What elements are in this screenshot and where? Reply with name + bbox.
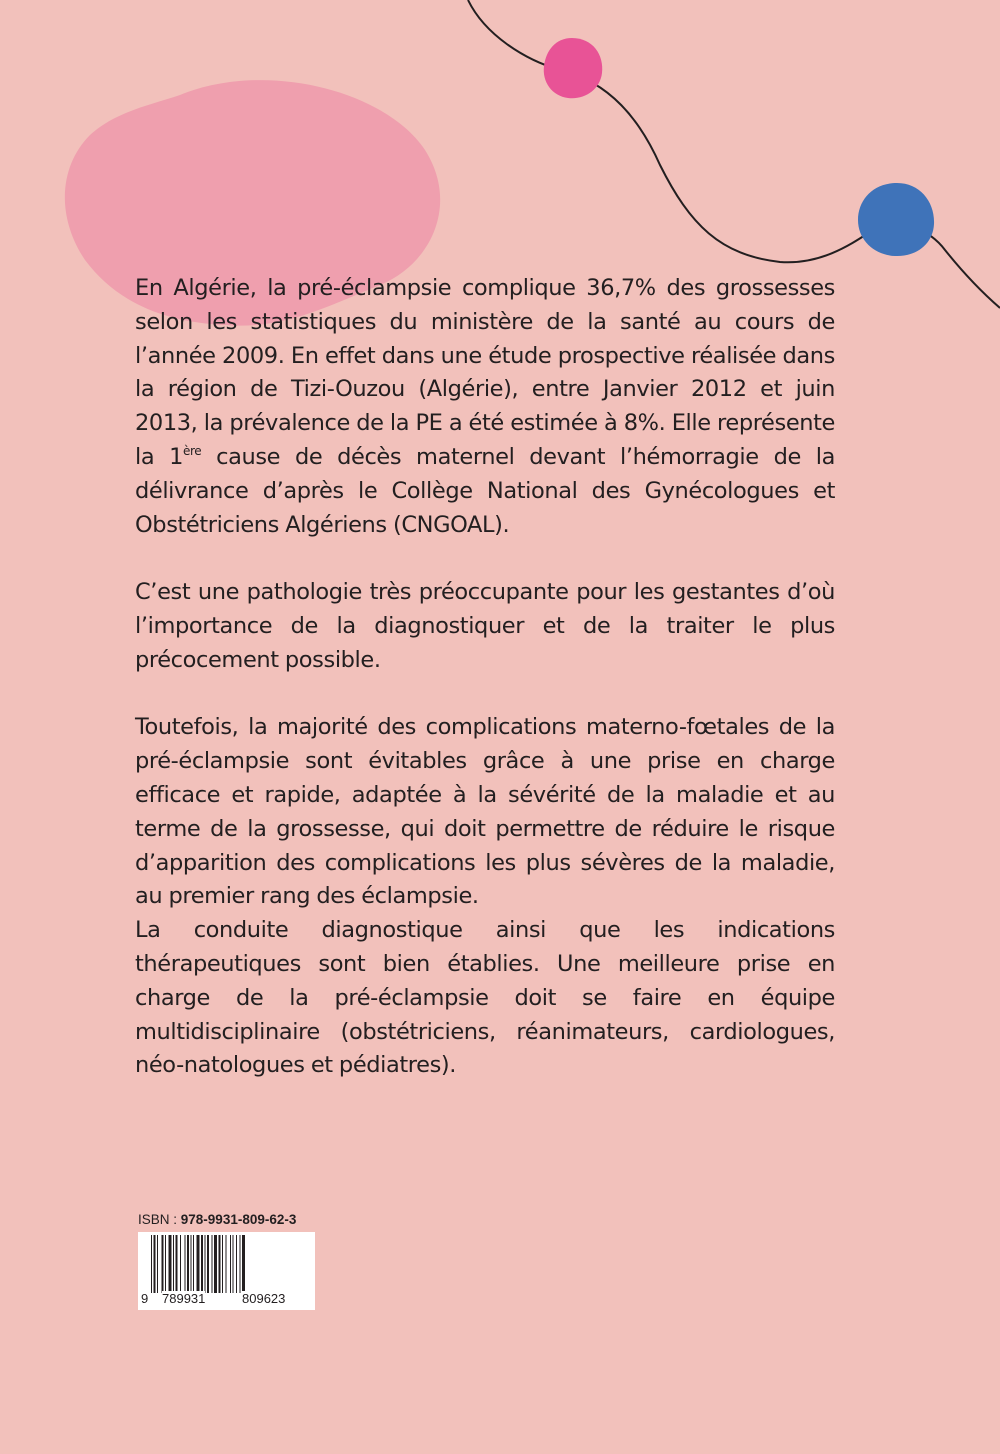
- barcode-bar: [193, 1235, 194, 1293]
- barcode-bar: [233, 1235, 234, 1293]
- barcode-bar: [201, 1235, 203, 1293]
- barcode-bar: [230, 1235, 231, 1293]
- barcode-bar: [207, 1235, 209, 1293]
- barcode-bar: [212, 1235, 213, 1293]
- paragraph-1: [135, 272, 835, 542]
- barcode-digits: [138, 1291, 315, 1309]
- barcode-bar: [242, 1235, 245, 1293]
- paragraph-1-text-a: En Algérie, la pré-éclampsie complique 36,7% des grossesses selon les statistiques du ministère de la santé au cours de l’année 2009. En effet dans une étude prospective réalisée dans la région de Tizi-Ouzou (Algérie), entre Janvier 2012 et juin 2013, la prévalence de la PE a été estimée à 8%. Elle représente la 1: [135, 275, 835, 470]
- barcode-bar: [180, 1235, 181, 1293]
- paragraph-3: Toutefois, la majorité des complications materno-fœtales de la pré-éclampsie sont évitables grâce à une prise en charge efficace et rapide, adaptée à la sévérité de la maladie et au terme de la grossesse, qui doit permettre de réduire le risque d’apparition des complications les plus sévères de la maladie, au premier rang des éclampsie.: [135, 714, 835, 910]
- isbn-prefix: ISBN :: [138, 1212, 178, 1227]
- barcode-bar: [197, 1235, 200, 1293]
- barcode-bar: [169, 1235, 172, 1293]
- barcode-bar: [176, 1235, 178, 1293]
- barcode-digit-first: 9: [141, 1291, 149, 1306]
- isbn-number: 978-9931-809-62-3: [180, 1212, 297, 1227]
- curved-line: [468, 0, 1000, 308]
- barcode-bar: [154, 1235, 156, 1293]
- barcode-bar: [214, 1235, 217, 1293]
- back-cover-text: [135, 272, 835, 1083]
- paragraph-1-text-b: cause de décès maternel devant l’hémorragie de la délivrance d’après le Collège National des Gynécologues et Obstétriciens Algériens (CNGOAL).: [135, 443, 835, 538]
- isbn-label: [138, 1212, 296, 1227]
- barcode-bar: [151, 1235, 152, 1293]
- paragraph-4: La conduite diagnostique ainsi que les indications thérapeutiques sont bien établies. Une meilleure prise en charge de la pré-éclampsie doit se faire en équipe multidisciplinaire (obstétriciens, réanimateurs, cardiologues, néo-natologues et pédiatres).: [135, 917, 835, 1079]
- barcode-bar: [157, 1235, 158, 1293]
- barcode-bar: [222, 1235, 223, 1293]
- paragraph-2: C’est une pathologie très préoccupante pour les gestantes d’où l’importance de la diagnostiquer et de la traiter le plus précocement possible.: [135, 579, 835, 673]
- barcode-bar: [205, 1235, 206, 1293]
- barcode-digits-right: 809623: [242, 1291, 286, 1306]
- barcode-bar: [165, 1235, 166, 1293]
- barcode-bar: [219, 1235, 221, 1293]
- barcode-bar: [226, 1235, 227, 1293]
- barcode-bar: [240, 1235, 241, 1293]
- barcode-bar: [191, 1235, 192, 1293]
- barcode-bar: [187, 1235, 189, 1293]
- superscript: ère: [183, 443, 202, 458]
- blue-dot: [858, 183, 934, 256]
- barcode-bar: [173, 1235, 174, 1293]
- barcode: [138, 1232, 315, 1310]
- magenta-dot: [544, 38, 602, 98]
- barcode-bar: [185, 1235, 186, 1293]
- barcode-digits-left: 789931: [162, 1291, 206, 1306]
- barcode-bar: [162, 1235, 164, 1293]
- barcode-bar: [236, 1235, 237, 1293]
